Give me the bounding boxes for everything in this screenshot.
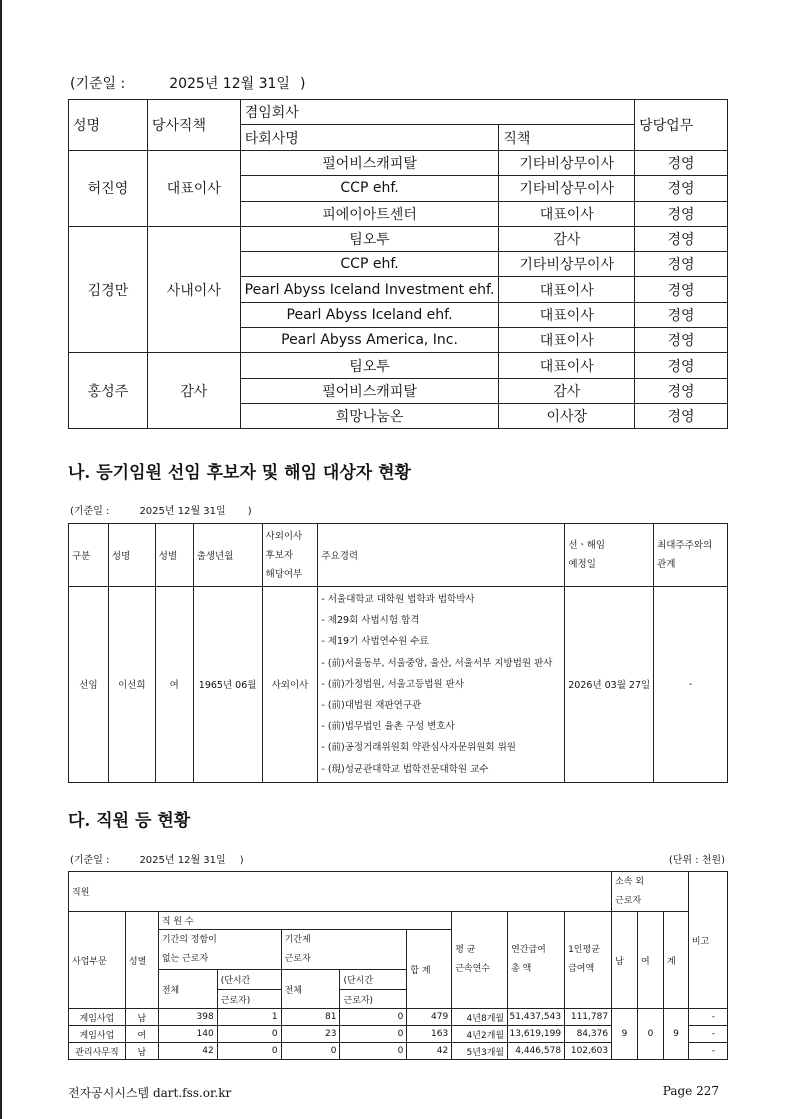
header-indefinite: 기간의 정함이 없는 근로자: [158, 930, 281, 970]
header-name: 성명: [108, 524, 155, 587]
cell-title: 기타비상무이사: [499, 176, 635, 201]
header-avg-tenure: 평 균 근속연수: [452, 912, 508, 1009]
table-row: [69, 353, 728, 378]
header-male: 남: [612, 912, 638, 1009]
concurrent-positions-table: [68, 99, 728, 429]
cell-name: 홍성주: [69, 353, 148, 429]
header-employees: 직원: [69, 872, 612, 912]
header-fixed-term: 기간제 근로자: [281, 930, 407, 970]
cell-company: Pearl Abyss Iceland ehf.: [240, 302, 499, 327]
header-fixed-short-1: (단시간: [340, 970, 407, 990]
cell-duty: 경영: [635, 403, 728, 428]
cell-title: 기타비상무이사: [499, 151, 635, 176]
header-other-company: 타회사명: [240, 125, 499, 151]
cell-title: 감사: [499, 378, 635, 403]
table-row: [69, 226, 728, 251]
cell-duty: 경영: [635, 328, 728, 353]
cell-fixed-total: 81: [281, 1009, 340, 1026]
header-pay-total: 연간급여 총 액: [508, 912, 565, 1009]
cell-pay-total: 51,437,543: [508, 1009, 565, 1026]
footer-system: 전자공시시스템 dart.fss.or.kr: [68, 1086, 232, 1100]
section1-date: (기준일 : 2025년 12월 31일 ): [70, 76, 306, 92]
cell-indef-short: 1: [217, 1009, 281, 1026]
cell-note: -: [688, 1009, 727, 1026]
section2-date: (기준일 : 2025년 12월 31일 ): [70, 506, 252, 517]
cell-dept: 게임사업: [69, 1009, 126, 1026]
cell-note: -: [688, 1026, 727, 1043]
cell-fixed-total: 23: [281, 1026, 340, 1043]
cell-duty: 경영: [635, 378, 728, 403]
cell-date: 2026년 03월 27일: [565, 587, 654, 783]
cell-duty: 경영: [635, 176, 728, 201]
cell-duty: 경영: [635, 252, 728, 277]
cell-fixed-short: 0: [340, 1009, 407, 1026]
cell-sum: 163: [407, 1026, 452, 1043]
cell-title: 대표이사: [499, 302, 635, 327]
header-type: 구분: [69, 524, 109, 587]
cell-birth: 1965년 06월: [193, 587, 262, 783]
section2-heading: 나. 등기임원 선임 후보자 및 해임 대상자 현황: [68, 463, 411, 483]
cell-title: 기타비상무이사: [499, 252, 635, 277]
cell-fixed-short: 0: [340, 1026, 407, 1043]
cell-pay-avg: 111,787: [565, 1009, 612, 1026]
cell-fixed-short: 0: [340, 1043, 407, 1060]
candidate-table: [68, 523, 728, 783]
cell-gender: 여: [155, 587, 193, 783]
unit-label: (단위 : 천원): [668, 855, 725, 866]
cell-name: 김경만: [69, 226, 148, 352]
cell-indef-short: 0: [217, 1043, 281, 1060]
cell-indef-short: 0: [217, 1026, 281, 1043]
list-item: - (前)가정법원, 서울고등법원 판사: [321, 678, 464, 690]
cell-note: -: [688, 1043, 727, 1060]
cell-duty: 경영: [635, 302, 728, 327]
cell-type: 선임: [69, 587, 109, 783]
section3-date: (기준일 : 2025년 12월 31일 ): [70, 855, 244, 866]
cell-company: 팀오투: [240, 226, 499, 251]
header-outside-director: 사외이사 후보자 해당여부: [262, 524, 318, 587]
cell-affiliate-female: 0: [638, 1009, 664, 1060]
header-gender: 성별: [155, 524, 193, 587]
list-item: - 제29회 사법시험 합격: [321, 615, 420, 627]
cell-fixed-total: 0: [281, 1043, 340, 1060]
list-item: - (前)서울동부, 서울중앙, 울산, 서울서부 지방법원 판사: [321, 657, 553, 669]
cell-outside: 사외이사: [262, 587, 318, 783]
list-item: - (前)공정거래위원회 약관심사자문위원회 위원: [321, 742, 516, 754]
cell-pay-avg: 84,376: [565, 1026, 612, 1043]
header-birth: 출생년월: [193, 524, 262, 587]
footer-page: Page 227: [662, 1084, 719, 1098]
cell-company: Pearl Abyss Iceland Investment ehf.: [240, 277, 499, 302]
table-row: [69, 1009, 728, 1026]
cell-duty: 경영: [635, 277, 728, 302]
cell-position: 감사: [147, 353, 240, 429]
cell-title: 대표이사: [499, 201, 635, 226]
cell-position: 대표이사: [147, 151, 240, 227]
header-indef-short-2: 근로자): [217, 990, 281, 1009]
list-item: - (前)법무법인 율촌 구성 변호사: [321, 721, 455, 733]
header-indef-short-1: (단시간: [217, 970, 281, 990]
cell-dept: 관리사무직: [69, 1043, 126, 1060]
header-note: 비고: [688, 872, 727, 1009]
cell-gender: 남: [125, 1009, 158, 1026]
employee-table: [68, 871, 728, 1060]
header-duty: 당당업무: [635, 100, 728, 151]
header-fixed-total: 전체: [281, 970, 340, 1009]
cell-company: Pearl Abyss America, Inc.: [240, 328, 499, 353]
cell-duty: 경영: [635, 201, 728, 226]
cell-gender: 남: [125, 1043, 158, 1060]
header-indef-total: 전체: [158, 970, 217, 1009]
header-all: 계: [663, 912, 688, 1009]
list-item: - (現)성균관대학교 법학전문대학원 교수: [321, 763, 489, 775]
cell-title: 이사장: [499, 403, 635, 428]
cell-tenure: 4년8개월: [452, 1009, 508, 1026]
header-career: 주요경력: [318, 524, 565, 587]
cell-company: CCP ehf.: [240, 252, 499, 277]
cell-affiliate-all: 9: [663, 1009, 688, 1060]
table-row: [69, 587, 728, 783]
cell-title: 감사: [499, 226, 635, 251]
cell-gender: 여: [125, 1026, 158, 1043]
header-affiliate: 소속 외 근로자: [612, 872, 689, 912]
cell-company: 펄어비스캐피탈: [240, 378, 499, 403]
cell-company: CCP ehf.: [240, 176, 499, 201]
header-concurrent: 겸임회사: [240, 100, 634, 125]
cell-tenure: 4년2개월: [452, 1026, 508, 1043]
cell-company: 희망나눔온: [240, 403, 499, 428]
cell-pay-total: 13,619,199: [508, 1026, 565, 1043]
header-fixed-short-2: 근로자): [340, 990, 407, 1009]
list-item: - (前)대법원 재판연구관: [321, 699, 422, 711]
list-item: - 서울대학교 대학원 법학과 법학박사: [321, 594, 475, 605]
cell-title: 대표이사: [499, 353, 635, 378]
list-item: - 제19기 사법연수원 수료: [321, 636, 429, 648]
header-female: 여: [638, 912, 664, 1009]
section3-heading: 다. 직원 등 현황: [68, 811, 191, 831]
cell-duty: 경영: [635, 353, 728, 378]
cell-sum: 479: [407, 1009, 452, 1026]
header-position: 당사직책: [147, 100, 240, 151]
cell-duty: 경영: [635, 151, 728, 176]
cell-dept: 게임사업: [69, 1026, 126, 1043]
header-dept: 사업부문: [69, 912, 126, 1009]
cell-relation: -: [654, 587, 728, 783]
cell-pay-total: 4,446,578: [508, 1043, 565, 1060]
cell-pay-avg: 102,603: [565, 1043, 612, 1060]
header-relation: 최대주주와의 관계: [654, 524, 728, 587]
cell-affiliate-male: 9: [612, 1009, 638, 1060]
header-schedule-date: 선ㆍ해임 예정일: [565, 524, 654, 587]
cell-company: 피에이아트센터: [240, 201, 499, 226]
table-row: [69, 151, 728, 176]
cell-duty: 경영: [635, 226, 728, 251]
cell-indef-total: 140: [158, 1026, 217, 1043]
header-sum: 합 계: [407, 930, 452, 1009]
cell-indef-total: 42: [158, 1043, 217, 1060]
header-pay-avg: 1인평균 급여액: [565, 912, 612, 1009]
cell-name: 이선희: [108, 587, 155, 783]
header-name: 성명: [69, 100, 148, 151]
cell-indef-total: 398: [158, 1009, 217, 1026]
page-border: [0, 0, 2, 1119]
cell-sum: 42: [407, 1043, 452, 1060]
header-count: 직 원 수: [158, 912, 451, 930]
header-gender: 성별: [125, 912, 158, 1009]
cell-career: [318, 587, 565, 783]
cell-company: 팀오투: [240, 353, 499, 378]
cell-name: 허진영: [69, 151, 148, 227]
cell-tenure: 5년3개월: [452, 1043, 508, 1060]
career-list: [318, 587, 564, 782]
cell-title: 대표이사: [499, 277, 635, 302]
header-title: 직책: [499, 125, 635, 151]
cell-position: 사내이사: [147, 226, 240, 352]
cell-company: 펄어비스캐피탈: [240, 151, 499, 176]
cell-title: 대표이사: [499, 328, 635, 353]
